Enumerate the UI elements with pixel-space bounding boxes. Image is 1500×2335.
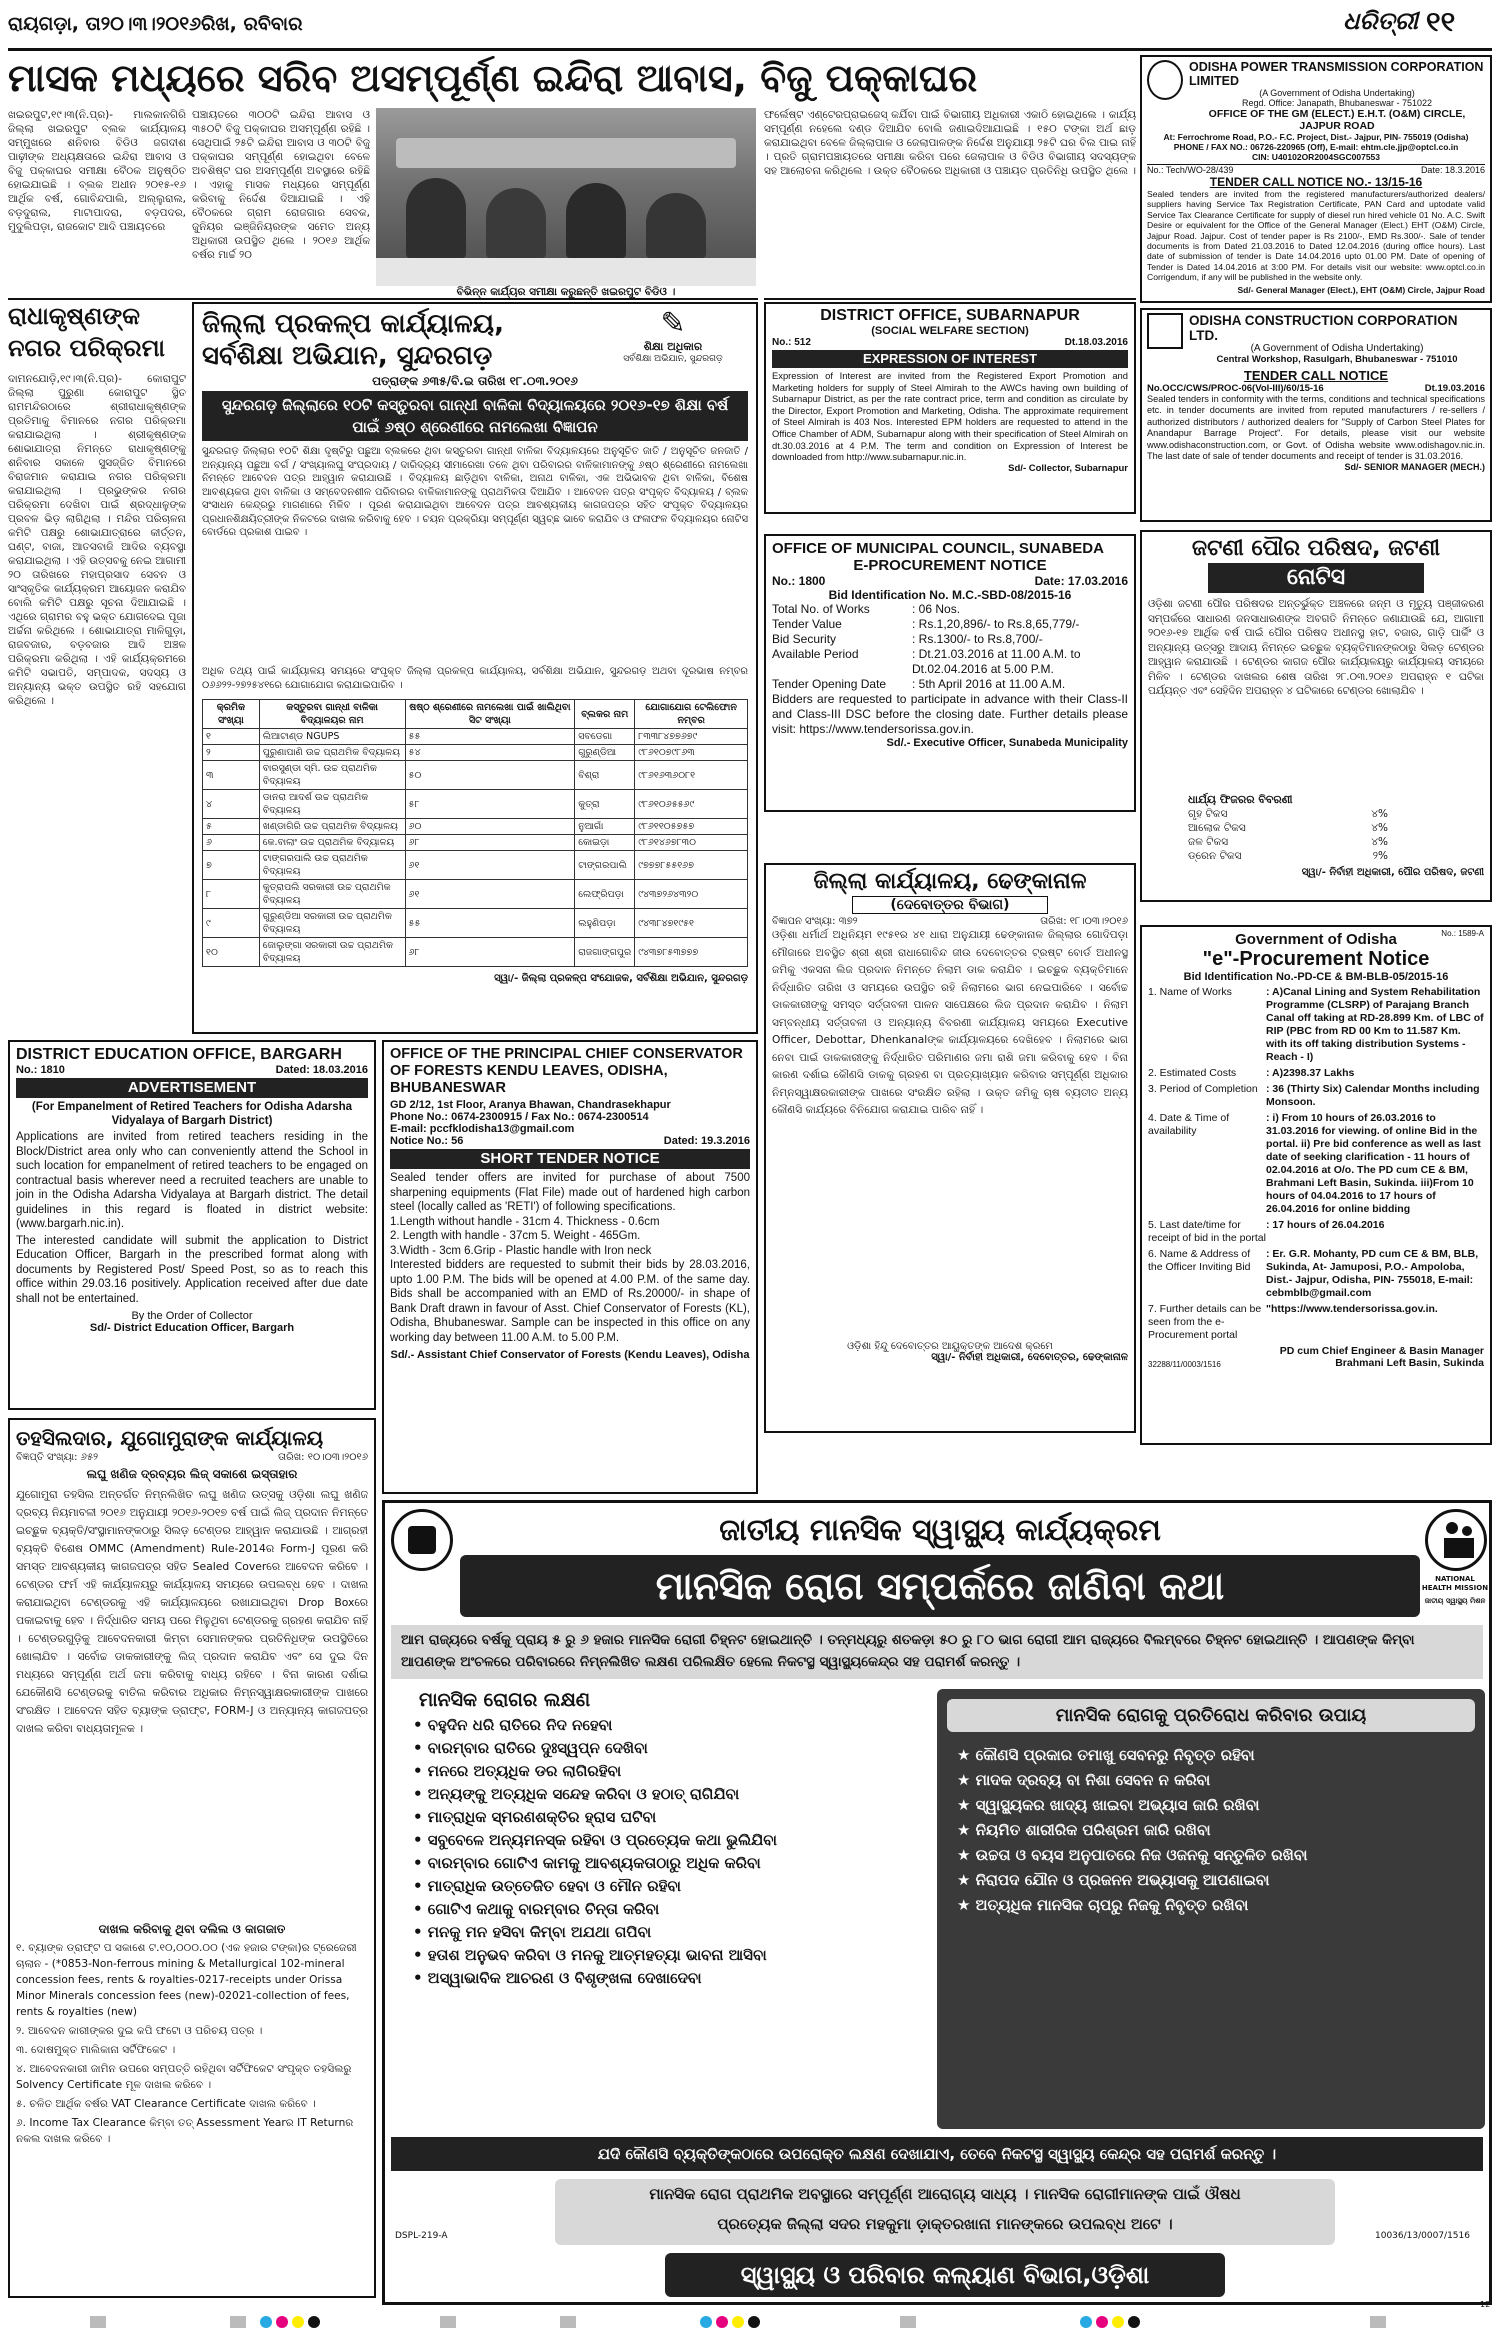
symptom-item: • ଅନ୍ୟଙ୍କୁ ଅତ୍ୟଧିକ ସନ୍ଦେହ କରିବା ଓ ହଠାତ୍ ରାଗିଯିବା: [413, 1785, 740, 1803]
prevention-item: ★ ନିରାପଦ ଯୌନ ଓ ପ୍ରଜନନ ଅଭ୍ୟାସକୁ ଆପଣାଇବା: [957, 1871, 1270, 1889]
table-cell: ୬୧: [405, 880, 575, 909]
eproc-title: "e"-Procurement Notice: [1202, 948, 1430, 970]
footer-page-number: 12: [1480, 2300, 1491, 2309]
sunabeda-field-row: [772, 617, 1128, 632]
ssa-logo-text: ଶିକ୍ଷା ଅଧିକାର: [643, 340, 703, 353]
nhm-logo-icon: [1425, 1509, 1487, 1571]
radhakrishna-headline: ରାଧାକୃଷ୍ଣଙ୍କ ନଗର ପରିକ୍ରମା: [8, 302, 166, 362]
bargarh-body: Applications are invited from retired teachers residing in the Block/District area only who can conveniently attend the School in such location for empanelment of retired teachers to be engaged on contractual basis wherever need a recruited teachers are unable to join in the Odisha Adarsha Vidyalaya at Bargarh district. The detail guidelines in this regard is floated in district website: (www.bargarh.nic.in).: [16, 1131, 368, 1230]
symptom-item: • ବାରମ୍ବାର ଗୋଟିଏ କାମକୁ ଆବଶ୍ୟକତାଠାରୁ ଅଧିକ କରିବା: [413, 1854, 761, 1872]
table-cell: ୯: [203, 909, 260, 938]
print-marks: [0, 2312, 1500, 2332]
table-row: [203, 909, 748, 938]
table-cell: ଡାନରା ଆଦର୍ଶ ଉଚ୍ଚ ପ୍ରାଥମିକ ବିଦ୍ୟାଳୟ: [259, 790, 405, 819]
eproc-item: [1148, 1067, 1484, 1080]
ssa-table-header: ଯୋଗାଯୋଗ ଟେଲିଫୋନ ନମ୍ବର: [635, 700, 748, 729]
rate-row: [1188, 849, 1388, 863]
rate-label: ଆଲୋକ ଟିକସ: [1188, 822, 1246, 834]
table-cell: ୬୦: [405, 819, 575, 835]
meeting-photo: [376, 108, 756, 286]
eproc-item-label: 5. Last date/time for receipt of bid in the portal: [1148, 1219, 1266, 1244]
optcl-regd: Regd. Office: Janapath, Bhubaneswar - 751022: [1242, 98, 1432, 108]
rate-value: ୪%: [1371, 808, 1388, 820]
table-row: [203, 790, 748, 819]
ssa-school-table: [202, 699, 748, 967]
symptoms-panel: [399, 1689, 919, 2129]
field-value: : Rs.1300/- to Rs.8,700/-: [912, 632, 1043, 646]
table-cell: ୯୮୬୧୧୦୫୭୫୭: [635, 819, 748, 835]
symptom-item: • ମନରେ ଅତ୍ୟଧିକ ଡର ଲାଗିରହିବା: [413, 1762, 622, 1780]
optcl-notice-no: No.: Tech/WO-28/439: [1147, 165, 1234, 175]
sunabeda-sub: E-PROCUREMENT NOTICE: [853, 557, 1047, 574]
bargarh-body2: The interested candidate will submit the application to District Education Officer, Bargarh in the prescribed format along with documents by Registered Post/ Speed Post, so as to reach this office within 29.03.16 positively. Application received after due date shall not be entertained.: [16, 1234, 368, 1305]
prevention-item: ★ ଅତ୍ୟଧିକ ମାନସିକ ଚାପରୁ ନିଜକୁ ନିବୃତ୍ତ ରଖିବା: [957, 1896, 1249, 1914]
table-row: [203, 835, 748, 851]
tahasildar-ad: [8, 1418, 376, 2298]
eproc-item-label: 2. Estimated Costs: [1148, 1067, 1237, 1079]
sunabeda-field-row: [772, 677, 1128, 692]
ssa-body: ସୁନ୍ଦରଗଡ଼ ଜିଲ୍ଲାର ୧୦ଟି ଶିକ୍ଷା ଦୃଷ୍ଟିରୁ ପଛୁଆ ବ୍ଲକରେ ଥିବା କସ୍ତୁରବା ଗାନ୍ଧୀ ବାଳିକା ବିଦ୍ୟାଳୟରେ ଅନୁସୂଚିତ ଜାତି / ଅନୁସୂଚିତ ଜନଜାତି / ଅନ୍ୟାନ୍ୟ ପଛୁଆ ବର୍ଗ / ସଂଖ୍ୟାଲଘୁ ସଂପ୍ରଦାୟ / ଦାରିଦ୍ର୍ୟ ସୀମାରେଖା ତଳେ ଥିବା ପରିବାରର ବାଳିକାମାନଙ୍କୁ ୬ଷ୍ଠ ଶ୍ରେଣୀରେ ନାମଲେଖା ନିମନ୍ତେ ଆବେଦନ ପତ୍ର ଆହ୍ୱାନ କରାଯାଉଛି । ବିଦ୍ୟାଳୟ ଛାଡ଼ିଥିବା ବାଳିକା, ଅନାଥ ବାଳିକା, ଏକ ଅଭିଭାବକ ଥିବା ବାଳିକା, ବିଶେଷ ଆବଶ୍ୟକତା ଥିବା ବାଳିକା ଓ ସମ୍ବେଦନଶୀଳ ପରିବାରର ବାଳିକାମାନଙ୍କୁ ପ୍ରାଥମିକତା ଦିଆଯିବ । ଆବେଦନ ପତ୍ର ସଂପୃକ୍ତ ବିଦ୍ୟାଳୟ / ବ୍ଲକ ସଂସାଧନ କେନ୍ଦ୍ରରୁ ମାଗଣାରେ ମିଳିବ । ପୂରଣ କରାଯାଇଥିବା ଆବେଦନ ପତ୍ର ଆବଶ୍ୟକୀୟ କାଗଜପତ୍ର ସହିତ ସଂପୃକ୍ତ ବିଦ୍ୟାଳୟର ପ୍ରଧାନଶିକ୍ଷୟିତ୍ରୀଙ୍କ ନିକଟରେ ଦାଖଲ କରିବାକୁ ହେବ । ଚୟନ ପ୍ରକ୍ରିୟା ସମ୍ପୂର୍ଣ୍ଣ ସ୍ୱଚ୍ଛ ଭାବେ କରାଯିବ ଓ ଫଳାଫଳ ବିଦ୍ୟାଳୟର ନୋଟିସ ବୋର୍ଡରେ ପ୍ରକାଶ ପାଇବ ।: [202, 446, 748, 538]
mental-note-box: [555, 2179, 1335, 2245]
table-cell: ବାରସୁଣ୍ଡା ସ୍ମି. ଉଚ୍ଚ ପ୍ରାଥମିକ ବିଦ୍ୟାଳୟ: [259, 761, 405, 790]
date-line: ରାୟଗଡ଼ା, ତା୨୦।୩।୨୦୧୬ରିଖ, ରବିବାର: [8, 13, 303, 35]
subarnapur-no: No.: 512: [772, 337, 811, 348]
prevention-item: ★ ନିୟମିତ ଶାରୀରିକ ପରିଶ୍ରମ ଜାରି ରଖିବା: [957, 1821, 1211, 1839]
kendu-spec: 1.Length without handle - 31cm 4. Thickness - 0.6cm 2. Length with handle - 37cm 5. Weight - 465Gm. 3.Width - 3cm 6.Grip - Plastic handle with Iron neck: [390, 1215, 660, 1257]
eproc-item-value: : 36 (Thirty Six) Calendar Months including Monsoon.: [1266, 1083, 1480, 1108]
story-rule-right: [764, 298, 1136, 300]
table-cell: ୫୫: [405, 729, 575, 745]
mental-health-ad: [382, 1500, 1492, 2305]
document-item: ୩. ଦୋଷମୁକ୍ତ ମାଲିକାନା ସର୍ଟିଫିକେଟ ।: [16, 2044, 176, 2056]
subarnapur-date: Dt.18.03.2016: [1064, 337, 1128, 348]
subarnapur-body: Expression of Interest are invited from the Registered Export Promotion and Marketing holders for supply of Steel Almirah to the AWCs having own building of Subarnapur District, as per the rate contract price, term and condition as circulate by the Director, Export Promotion and Marketing, Odisha. The approximate requirement of Steel Almirah is 403 Nos. Interested EPM holders are requested to attend in the Office Chamber of ADM, Subarnapur along with their specification of Steel Almirah on dt.30.03.2016 at 4 P.M. The term and condition on Expression of Interest be downloaded from http://www.subarnapur.nic.in.: [772, 370, 1128, 463]
ssa-letter-no: ପତ୍ରାଙ୍କ ୬୩୫/ବି.ଇ ତାରିଖ ୧୮.୦୩.୨୦୧୬: [372, 374, 578, 388]
symptom-item: • ମନକୁ ମନ ହସିବା କିମ୍ବା ଅଯଥା ଗପିବା: [413, 1923, 652, 1941]
eproc-item-value: : i) From 10 hours of 26.03.2016 to 31.03.2016 for viewing. of online Bid in the portal. ii) Pre bid conference as well as last date of seeking clarification - 11 hours of 02.04.2016 at O/o. The PD cum CE & BM, Brahmani Left Basin, Sukinda. iii)From 10 hours of 04.04.2016 to 17 hours of 26.04.2016 for online bidding: [1266, 1112, 1481, 1215]
bargarh-title: DISTRICT EDUCATION OFFICE, BARGARH: [16, 1046, 342, 1063]
sunabeda-field-row: [772, 602, 1128, 617]
table-cell: ୫୫: [405, 909, 575, 938]
table-cell: ବିଶ୍ରା: [575, 761, 635, 790]
table-cell: ଗୁରୁଣ୍ଡିଆ ସରକାରୀ ଉଚ୍ଚ ପ୍ରାଥମିକ ବିଦ୍ୟାଳୟ: [259, 909, 405, 938]
mental-note1: ମାନସିକ ରୋଗ ପ୍ରାଥମିକ ଅବସ୍ଥାରେ ସମ୍ପୂର୍ଣ୍ଣ ଆରୋଗ୍ୟ ସାଧ୍ୟ । ମାନସିକ ରୋଗୀମାନଙ୍କ ପାଇଁ ଔଷଧ: [649, 2185, 1241, 2203]
table-cell: ୯୮୬୧୪୬୭୮୩୦: [635, 835, 748, 851]
ssa-banner: ସୁନ୍ଦରଗଡ଼ ଜିଲ୍ଲାରେ ୧୦ଟି କସ୍ତୁରବା ଗାନ୍ଧୀ ବାଳିକା ବିଦ୍ୟାଳୟରେ ୨୦୧୬-୧୭ ଶିକ୍ଷା ବର୍ଷ ପାଇଁ ୬ଷ୍ଠ ଶ୍ରେଣୀରେ ନାମଲେଖା ବିଜ୍ଞାପନ: [202, 391, 748, 441]
table-cell: ୯୭୭୭୮୫୫୧୬୭: [635, 851, 748, 880]
kendu-strip: SHORT TENDER NOTICE: [390, 1149, 750, 1169]
eproc-item-value: : A)2398.37 Lakhs: [1266, 1067, 1355, 1079]
prevention-item: ★ ମାଦକ ଦ୍ରବ୍ୟ ବା ନିଶା ସେବନ ନ କରିବା: [957, 1771, 1211, 1789]
header-rule: [8, 48, 1492, 51]
symptom-item: • ଅସ୍ୱାଭାବିକ ଆଚରଣ ଓ ବିଶୃଙ୍ଖଳା ଦେଖାଦେବା: [413, 1969, 702, 1987]
symptom-item: • ବାରମ୍ବାର ରାତିରେ ଦୁଃସ୍ୱପ୍ନ ଦେଖିବା: [413, 1739, 648, 1757]
optcl-body: Sealed tenders are invited from the registered manufacturers/authorized dealers/ suppliers having Service Tax Registration Certificate, PAN Card and uptodate valid Service Tax Clearance Certificate for supply of diesel run hired vehicle 01 No. A.C. Swift Desire or equivalent for the Office of the General Manager (Elect.) EHT (O&M) Circle, Jajpur Road. Jajpur. Cost of tender paper is Rs 2100/-, EMD Rs.300/-. Sale of tender documents is from Dated 21.03.2016 to Dated 12.04.2016 (during office hours). Last date of submission of tender is Date 14.04.2016 upto 01.00 PM. Date of opening of Tender is Dated 14.04.2016 at 3:00 PM. For details visit our website: www.optcl.co.in Corrigendum, if any will be published in the website only.: [1147, 189, 1485, 283]
eproc-item-label: 7. Further details can be seen from the e-Procurement portal: [1148, 1303, 1262, 1341]
kendu-date: Dated: 19.3.2016: [663, 1135, 750, 1147]
table-row: [203, 880, 748, 909]
dhenkanal-footer: ଓଡ଼ିଶା ହିନ୍ଦୁ ଦେବୋତ୍ତର ଆୟୁକ୍ତଙ୍କ ଆଦେଶ କ୍ରମେ: [847, 1341, 1053, 1352]
kendu-email: E-mail: pccfklodisha13@gmail.com: [390, 1123, 575, 1135]
table-cell: ୬୮: [405, 938, 575, 967]
table-cell: ୬୮: [405, 835, 575, 851]
field-label: Total No. of Works: [772, 602, 870, 616]
table-cell: ୯୮୬୧୬୩୬୦୮୧: [635, 761, 748, 790]
bargarh-sign1: By the Order of Collector: [131, 1310, 253, 1322]
table-cell: ୫୦: [405, 761, 575, 790]
table-cell: ୯୮୬୧୦୬୫୫୬୯: [635, 790, 748, 819]
occ-sign: Sd/- SENIOR MANAGER (MECH.): [1344, 462, 1485, 473]
table-cell: ଟାଙ୍ଗରପାଲି: [575, 851, 635, 880]
symptom-item: • ହତାଶ ଅନୁଭବ କରିବା ଓ ମନକୁ ଆତ୍ମହତ୍ୟା ଭାବନା ଆସିବା: [413, 1946, 767, 1964]
main-headline: ମାସକ ମଧ୍ୟରେ ସରିବ ଅସମ୍ପୂର୍ଣ୍ଣ ଇନ୍ଦିରା ଆବାସ, ବିଜୁ ପକ୍କାଘର: [8, 56, 978, 100]
table-row: [203, 761, 748, 790]
prevent-panel: [937, 1689, 1485, 2129]
field-value: Dt.02.04.2016 at 5.00 P.M.: [912, 662, 1054, 676]
jatani-strip: ନୋଟିସ: [1208, 563, 1424, 593]
kendu-no: Notice No.: 56: [390, 1135, 464, 1147]
eproc-ad: [1140, 925, 1492, 1445]
subarnapur-strip: EXPRESSION OF INTEREST: [772, 350, 1128, 368]
table-cell: ୭: [203, 851, 260, 880]
bargarh-date: Dated: 18.03.2016: [275, 1064, 368, 1076]
table-row: [203, 819, 748, 835]
occ-no: No.OCC/CWS/PROC-06(Vol-III)/60/15-16: [1147, 383, 1324, 394]
dhenkanal-body: ଓଡ଼ିଶା ଧର୍ମାର୍ଥ ଅଧିନିୟମ ୧୯୫୧ର ୪୧ ଧାରା ଅନୁଯାୟୀ ଢେଙ୍କାନାଳ ଜିଲ୍ଲାର ଗୋଦିପଡ଼ା ମୌଜାରେ ଅବସ୍ଥିତ ଶ୍ରୀ ଶ୍ରୀ ରାଧାଗୋବିନ୍ଦ ଜୀଉ ଦେବୋତ୍ତର ଟ୍ରଷ୍ଟ ବୋର୍ଡ ଅଧୀନସ୍ଥ ଜମିକୁ ଏକସନା ଲିଜ ପ୍ରଦାନ ନିମନ୍ତେ ନିଲାମ ଡାକ କରାଯିବ । ଇଚ୍ଛୁକ ବ୍ୟକ୍ତିମାନେ ନିର୍ଦ୍ଧାରିତ ତାରିଖ ଓ ସମୟରେ ଉପସ୍ଥିତ ରହି ନିଲାମରେ ଭାଗ ନେଇପାରିବେ । ସର୍ବୋଚ୍ଚ ଡାକକାରୀଙ୍କୁ ସମସ୍ତ ସର୍ତ୍ତାବଳୀ ପାଳନ ସାପେକ୍ଷରେ ଲିଜ ପ୍ରଦାନ କରାଯିବ । ନିଲାମ ସମ୍ବନ୍ଧୀୟ ସର୍ତ୍ତାବଳୀ ଓ ଅନ୍ୟାନ୍ୟ ବିବରଣୀ କାର୍ଯ୍ୟାଳୟ ସମୟରେ Executive Officer, Debottar, Dhenkanalଙ୍କ କାର୍ଯ୍ୟାଳୟରେ ଦେଖିହେବ । ନିଲାମରେ ଭାଗ ନେବା ପାଇଁ ଡାକକାରୀଙ୍କୁ ନିର୍ଦ୍ଧାରିତ ପରିମାଣର ଜମା ରାଶି ଜମା କରିବାକୁ ହେବ । ବିନା କାରଣ ଦର୍ଶାଇ କୌଣସି ଡାକକୁ ଗ୍ରହଣ ବା ପ୍ରତ୍ୟାଖ୍ୟାନ କରିବାର ସମ୍ପୂର୍ଣ୍ଣ ଅଧିକାର ନିମ୍ନସ୍ୱାକ୍ଷରକାରୀଙ୍କ ପାଖରେ ସଂରକ୍ଷିତ ରହିଲା । ଉକ୍ତ ଜମିକୁ ଚାଷ ବ୍ୟତୀତ ଅନ୍ୟ କୌଣସି କାର୍ଯ୍ୟରେ ବିନିଯୋଗ କରାଯାଇ ପାରିବ ନାହିଁ ।: [772, 929, 1128, 1116]
rate-row: [1188, 835, 1388, 849]
mental-code-left: DSPL-219-A: [395, 2231, 448, 2241]
eproc-bid: Bid Identification No.-PD-CE & BM-BLB-05/2015-16: [1183, 971, 1449, 983]
field-value: : Dt.21.03.2016 at 11.00 A.M. to: [912, 647, 1081, 661]
kendu-addr: GD 2/12, 1st Floor, Aranya Bhawan, Chandrasekhapur: [390, 1099, 671, 1111]
prevent-title: ମାନସିକ ରୋଗକୁ ପ୍ରତିରୋଧ କରିବାର ଉପାୟ: [1055, 1705, 1367, 1726]
subarnapur-sub: (SOCIAL WELFARE SECTION): [871, 325, 1029, 337]
eproc-item-value: "https://www.tendersorissa.gov.in.: [1266, 1303, 1438, 1315]
table-cell: ୨: [203, 745, 260, 761]
table-cell: ନୁଆଗାଁ: [575, 819, 635, 835]
optcl-logo-icon: [1147, 60, 1183, 100]
document-item: ୨. ଆବେଦନ କାରୀଙ୍କର ଦୁଇ କପି ଫଟୋ ଓ ପରିଚୟ ପତ୍ର ।: [16, 2025, 263, 2037]
table-cell: କୁତ୍ରା: [575, 790, 635, 819]
dhenkanal-sign: ସ୍ୱା/- ନିର୍ବାହୀ ଅଧିକାରୀ, ଦେବୋତ୍ତର, ଢେଙ୍କାନାଳ: [931, 1352, 1128, 1363]
table-cell: ସବଡେଗା: [575, 729, 635, 745]
tahasildar-no: ବିଜ୍ଞପ୍ତି ସଂଖ୍ୟା: ୬୫୨: [16, 1452, 99, 1463]
tahasildar-body: ଯୁଗୋମୁରା ତହସିଲ ଅନ୍ତର୍ଗତ ନିମ୍ନଲିଖିତ ଲଘୁ ଖଣିଜ ଉତ୍ସକୁ ଓଡ଼ିଶା ଲଘୁ ଖଣିଜ ଦ୍ରବ୍ୟ ନିୟମାବଳୀ ୨୦୧୬ ଅନୁଯାୟୀ ୨୦୧୬-୨୦୧୭ ବର୍ଷ ପାଇଁ ଲିଜ୍ ପ୍ରଦାନ ନିମନ୍ତେ ଇଚ୍ଛୁକ ବ୍ୟକ୍ତି/ସଂସ୍ଥାମାନଙ୍କଠାରୁ ସିଲଡ଼ ଟେଣ୍ଡର ଆହ୍ୱାନ କରାଯାଉଛି । ଆଗ୍ରହୀ ବ୍ୟକ୍ତି ବିଶେଷ OMMC (Amendment) Rule-2014ର Form-J ପୂରଣ କରି ସମସ୍ତ ଆବଶ୍ୟକୀୟ କାଗଜପତ୍ର ସହିତ Sealed Coverରେ ଆବେଦନ କରିବେ । ଟେଣ୍ଡର ଫର୍ମ ଏହି କାର୍ଯ୍ୟାଳୟରୁ କାର୍ଯ୍ୟାଳୟ ସମୟରେ ଉପଲବ୍ଧ ହେବ । ଦାଖଲ କରାଯାଇଥିବା ଟେଣ୍ଡରକୁ ଏହି କାର୍ଯ୍ୟାଳୟରେ ରଖାଯାଇଥିବା Drop Boxରେ ପକାଇବାକୁ ହେବ । ନିର୍ଦ୍ଧାରିତ ସମୟ ପରେ ମିଳୁଥିବା ଟେଣ୍ଡରକୁ ଗ୍ରହଣ କରାଯିବ ନାହିଁ । ଟେଣ୍ଡରଗୁଡ଼ିକୁ ଆବେଦନକାରୀ କିମ୍ବା ସେମାନଙ୍କର ପ୍ରତିନିଧିଙ୍କ ଉପସ୍ଥିତିରେ ଖୋଲାଯିବ । ସର୍ବୋଚ୍ଚ ଡାକକାରୀଙ୍କୁ ଲିଜ୍ ପ୍ରଦାନ କରାଯିବ ଏବଂ ସେ ଦୁଇ ଦିନ ମଧ୍ୟରେ ସମ୍ପୂର୍ଣ୍ଣ ଅର୍ଥ ଜମା କରିବାକୁ ବାଧ୍ୟ ରହିବେ । ବିନା କାରଣ ଦର୍ଶାଇ ଯେକୌଣସି ଟେଣ୍ଡରକୁ ବାତିଲ କରିବାର ଅଧିକାର ନିମ୍ନସ୍ୱାକ୍ଷରକାରୀଙ୍କ ପାଖରେ ସଂରକ୍ଷିତ । ଆବେଦନ ସହିତ ବ୍ୟାଙ୍କ ଡ୍ରାଫ୍ଟ, FORM-J ଓ ଅନ୍ୟାନ୍ୟ କାଗଜପତ୍ର ଦାଖଲ କରିବା ବାଧ୍ୟତାମୂଳକ ।: [16, 1488, 368, 1735]
main-story-col2: ପଞ୍ଚାୟତରେ ୩୦୦ଟି ଇନ୍ଦିରା ଆବାସ ଓ ୩୫୦ଟି ବିଜୁ ପକ୍କାଘର ଅସମ୍ପୂର୍ଣ୍ଣ ରହିଛି । ସେଥିପାଇଁ ୨୫ଟି ଇନ୍ଦିରା ଆବାସ ଓ ୩୦ଟି ବିଜୁ ପକ୍କାଘର ସମ୍ପୂର୍ଣ୍ଣ ହୋଇଥିବା ବେଳେ ଅବଶିଷ୍ଟ ଘର ଅସମ୍ପୂର୍ଣ୍ଣ ଅବସ୍ଥାରେ ରହିଛି । ଏହାକୁ ମାସକ ମଧ୍ୟରେ ସମ୍ପୂର୍ଣ୍ଣ କରିବାକୁ ନିର୍ଦ୍ଦେଶ ଦିଆଯାଇଛି । ଏହି ବୈଠକରେ ଗ୍ରାମ ରୋଜଗାର ସେବକ, ଜୁନିୟର ଇଞ୍ଜିନିୟରଙ୍କ ସମେତ ଅନ୍ୟ ଅଧିକାରୀ ଉପସ୍ଥିତ ଥିଲେ । ୨୦୧୬ ଆର୍ଥିକ ବର୍ଷର ମାର୍ଚ୍ଚ ୨୦: [192, 109, 370, 261]
sunabeda-date: Date: 17.03.2016: [1034, 574, 1128, 588]
bargarh-strip: ADVERTISEMENT: [16, 1078, 368, 1098]
sunabeda-title: OFFICE OF MUNICIPAL COUNCIL, SUNABEDA: [772, 540, 1104, 557]
dhenkanal-title: ଜିଲ୍ଲା କାର୍ଯ୍ୟାଳୟ, ଢେଙ୍କାନାଳ: [813, 869, 1087, 894]
mental-dept-band: [665, 2253, 1225, 2297]
jatani-ad: [1140, 530, 1492, 902]
odisha-emblem-icon: [391, 1509, 453, 1571]
subarnapur-ad: [764, 302, 1136, 514]
newspaper-name: ଧରିତ୍ରୀ: [1343, 7, 1418, 35]
eproc-sign2: Brahmani Left Basin, Sukinda: [1335, 1357, 1484, 1369]
mental-cta: ଯଦି କୌଣସି ବ୍ୟକ୍ତିଙ୍କଠାରେ ଉପରୋକ୍ତ ଲକ୍ଷଣ ଦେଖାଯାଏ, ତେବେ ନିକଟସ୍ଥ ସ୍ୱାସ୍ଥ୍ୟ କେନ୍ଦ୍ର ସହ ପରାମର୍ଶ କରନ୍ତୁ ।: [597, 2145, 1277, 2163]
eproc-items: [1148, 986, 1484, 1342]
table-cell: ଟାଙ୍ଗରପାଲି ଉଚ୍ଚ ପ୍ରାଥମିକ ବିଦ୍ୟାଳୟ: [259, 851, 405, 880]
ssa-table-header: କସ୍ତୁରବା ଗାନ୍ଧୀ ବାଳିକା ବିଦ୍ୟାଳୟର ନାମ: [259, 700, 405, 729]
rate-value: ୪%: [1371, 822, 1388, 834]
symptom-item: • ମାତ୍ରାଧିକ ସ୍ମରଣଶକ୍ତିର ହ୍ରାସ ଘଟିବା: [413, 1808, 657, 1826]
prevention-item: ★ ସ୍ୱାସ୍ଥ୍ୟକର ଖାଦ୍ୟ ଖାଇବା ଅଭ୍ୟାସ ଜାରି ରଖିବା: [957, 1796, 1260, 1814]
ssa-body2: ଅଧିକ ତଥ୍ୟ ପାଇଁ କାର୍ଯ୍ୟାଳୟ ସମୟରେ ସଂପୃକ୍ତ ଜିଲ୍ଲା ପ୍ରକଳ୍ପ କାର୍ଯ୍ୟାଳୟ, ସର୍ବଶିକ୍ଷା ଅଭିଯାନ, ସୁନ୍ଦରଗଡ଼ ଅଥବା ଦୂରଭାଷ ନମ୍ବର ୦୬୬୨୨-୨୭୨୫୪୧ରେ ଯୋଗାଯୋଗ କରାଯାଇପାରିବ ।: [202, 666, 748, 691]
occ-title: TENDER CALL NOTICE: [1243, 368, 1389, 383]
document-item: ୪. ଆବେଦନକାରୀ ଜାମିନ ଉପରେ ସମ୍ପତ୍ତି ରହିଥିବା ସର୍ଟିଫିକେଟ ସଂପୃକ୍ତ ତହସିଲରୁ Solvency Certificate ମୂଳ ଦାଖଲ କରିବେ ।: [16, 2063, 352, 2091]
mental-headline-band: [460, 1555, 1420, 1617]
symptom-item: • ସବୁବେଳେ ଅନ୍ୟମନସ୍କ ରହିବା ଓ ପ୍ରତ୍ୟେକ କଥା ଭୁଲିଯିବା: [413, 1831, 777, 1849]
bargarh-sub: (For Empanelment of Retired Teachers for Odisha Adarsha Vidyalaya of Bargarh District): [31, 1101, 353, 1127]
jatani-sign: ସ୍ୱା/- ନିର୍ବାହୀ ଅଧିକାରୀ, ପୌର ପରିଷଦ, ଜଟଣୀ: [1301, 867, 1484, 878]
eproc-item-value: : 17 hours of 26.04.2016: [1266, 1219, 1385, 1231]
rate-label: ଗୃହ ଟିକସ: [1188, 808, 1228, 820]
table-cell: ଖଣ୍ଡାଗିରି ଉଚ୍ଚ ପ୍ରାଥମିକ ବିଦ୍ୟାଳୟ: [259, 819, 405, 835]
eproc-item-label: 3. Period of Completion: [1148, 1083, 1258, 1095]
occ-org: ODISHA CONSTRUCTION CORPORATION LTD.: [1189, 313, 1458, 343]
mental-cta-band: [391, 2137, 1483, 2171]
table-cell: ୬: [203, 835, 260, 851]
eproc-item: [1148, 1112, 1484, 1216]
table-cell: ୬୧: [405, 851, 575, 880]
table-cell: ୪: [203, 790, 260, 819]
rate-row: [1188, 807, 1388, 821]
field-label: Tender Value: [772, 617, 842, 631]
mental-dept: ସ୍ୱାସ୍ଥ୍ୟ ଓ ପରିବାର କଲ୍ୟାଣ ବିଭାଗ,ଓଡ଼ିଶା: [740, 2261, 1150, 2289]
table-row: [203, 938, 748, 967]
jatani-body: ଓଡ଼ିଶା ଜଟଣୀ ପୌର ପରିଷଦର ଅନ୍ତର୍ଭୁକ୍ତ ଅଞ୍ଚଳରେ ଜନ୍ମ ଓ ମୃତ୍ୟୁ ପଞ୍ଜୀକରଣ ସମ୍ପର୍କରେ ସାଧାରଣ ଜନସାଧାରଣଙ୍କ ଅବଗତି ନିମନ୍ତେ ଜଣାଯାଉଛି ଯେ, ଆଗାମୀ ୨୦୧୬-୧୭ ଆର୍ଥିକ ବର୍ଷ ପାଇଁ ପୌର ପରିଷଦ ଅଧୀନସ୍ଥ ହାଟ, ବଜାର, ଗାଡ଼ି ପାର୍କିଂ ଓ ଅନ୍ୟାନ୍ୟ ଉତ୍ସରୁ ଆଦାୟ ନିମନ୍ତେ ଇଚ୍ଛୁକ ବ୍ୟକ୍ତିମାନଙ୍କଠାରୁ ସିଲଡ଼ ଟେଣ୍ଡର ଆହ୍ୱାନ କରାଯାଉଛି । ଟେଣ୍ଡର କାଗଜ ପୌର କାର୍ଯ୍ୟାଳୟରୁ କାର୍ଯ୍ୟାଳୟ ସମୟରେ ମିଳିବ । ଟେଣ୍ଡର ଦାଖଲର ଶେଷ ତାରିଖ ୨୮.୦୩.୨୦୧୬ ଅପରାହ୍ନ ୧ ଘଟିକା ପର୍ଯ୍ୟନ୍ତ ଏବଂ ସେହିଦିନ ଅପରାହ୍ନ ୪ ଘଟିକାରେ ଟେଣ୍ଡର ଖୋଲାଯିବ ।: [1148, 598, 1484, 697]
prevention-item: ★ ଉଚ୍ଚତା ଓ ବୟସ ଅନୁପାତରେ ନିଜ ଓଜନକୁ ସନ୍ତୁଳିତ ରଖିବା: [957, 1846, 1308, 1864]
document-item: ୧. ବ୍ୟାଙ୍କ ଡ୍ରାଫ୍ଟ ପ ସକାଶେ ଟ.୧୦,୦୦୦.୦୦ (ଏକ ହଜାର ଟଙ୍କା)ର ଟ୍ରେଜେରୀ ଚାଲାନ - (*0853-Non-ferrous mining & Metallurgical 102-mineral concession fees, rents & royalties-0217-receipts under Orissa Minor Minerals concession fees (new)-02021-collection of fees, rents & royalties (new): [16, 1942, 357, 2018]
eproc-item: [1148, 1083, 1484, 1109]
occ-body: Sealed tenders in conformity with the terms, conditions and technical specifications etc. in tender documents are invited from reputed manufacturers / re-sellers / authorized distributors / authorized dealers for "Supply of Carbon Steel Plates for Anandapur Barrage Project". For details, please visit our website www.odishaconstruction.com, or Govt. of Odisha website www.odishagov.nic.in. The last date of sale of tender documents and receipt of tender is 31.03.2016.: [1147, 394, 1485, 462]
optcl-sub: (A Government of Odisha Undertaking): [1259, 88, 1415, 98]
bargarh-sign2: Sd/- District Education Officer, Bargarh: [89, 1322, 295, 1334]
table-cell: ଲହୁଣିପଡ଼ା: [575, 909, 635, 938]
rate-label: ଜଳ ଟିକସ: [1188, 836, 1229, 848]
kendu-ad: [382, 1040, 758, 1494]
occ-sub: (A Government of Odisha Undertaking): [1250, 343, 1424, 354]
eproc-item-value: : A)Canal Lining and System Rehabilitation Programme (CLSRP) of Parajang Branch Canal off taking at RD-28.899 Km. of LBC of RIP (PBC from RD 00 Km to 11.587 Km. with its off taking distribution Systems - Reach - I): [1266, 986, 1484, 1063]
table-cell: ୯୮୬୧୦୭୯୮୬୩: [635, 745, 748, 761]
symptom-item: • ବହୁଦିନ ଧରି ରାତିରେ ନିଦ ନହେବା: [413, 1716, 613, 1734]
mental-program: ଜାତୀୟ ମାନସିକ ସ୍ୱାସ୍ଥ୍ୟ କାର୍ଯ୍ୟକ୍ରମ: [719, 1513, 1161, 1548]
nhm-sub: ଜାତୀୟ ସ୍ୱାସ୍ଥ୍ୟ ମିଶନ: [1424, 1597, 1486, 1605]
optcl-cin: CIN: U40102OR2004SGC007553: [1251, 152, 1381, 162]
bargarh-no: No.: 1810: [16, 1064, 65, 1076]
document-item: ୫. ଚଳିତ ଆର୍ଥିକ ବର୍ଷର VAT Clearance Certificate ଦାଖଲ କରିବେ ।: [16, 2098, 316, 2110]
tahasildar-docs: [16, 1940, 368, 2147]
field-label: [772, 662, 912, 677]
ssa-logo-sub: ସର୍ବଶିକ୍ଷା ଅଭିଯାନ, ସୁନ୍ଦରଗଡ଼: [623, 354, 723, 364]
eproc-item-label: 6. Name & Address of the Officer Inviting Bid: [1148, 1248, 1251, 1273]
mental-code-right: 10036/13/0007/1516: [1375, 2231, 1470, 2241]
table-cell: ୫୪: [405, 745, 575, 761]
ssa-table-header: ବ୍ଲକର ନାମ: [575, 700, 635, 729]
photo-caption: ବିଭିନ୍ନ କାର୍ଯ୍ୟର ସମୀକ୍ଷା କରୁଛନ୍ତି ଖଇରପୁଟ ବିଡିଓ ।: [456, 286, 676, 298]
table-cell: ୫୮: [405, 790, 575, 819]
dhenkanal-sub: (ଦେବୋତ୍ତର ବିଭାଗ): [852, 896, 1048, 914]
table-cell: ୫: [203, 819, 260, 835]
kendu-phone: Phone No.: 0674-2300915 / Fax No.: 0674-2300514: [390, 1111, 649, 1123]
eproc-code: 32288/11/0003/1516: [1148, 1360, 1221, 1369]
jatani-rates: [1188, 807, 1388, 863]
rate-label: ଡ୍ରେନ ଟିକସ: [1188, 850, 1242, 862]
sunabeda-body: Bidders are requested to participate in advance with their Class-II and Class-III DSC before the closing date. Further details please visit: https://www.tendersorissa.gov.in.: [772, 692, 1128, 736]
sunabeda-ad: [764, 534, 1136, 812]
optcl-sign: Sd/- General Manager (Elect.), EHT (O&M) Circle, Jajpur Road: [1237, 284, 1485, 295]
tahasildar-title: ତହସିଲଦାର, ଯୁଗୋମୁରାଙ୍କ କାର୍ଯ୍ୟାଳୟ: [16, 1426, 324, 1450]
sunabeda-no: No.: 1800: [772, 574, 826, 588]
table-cell: ଲେଫ୍ରିପଡ଼ା: [575, 880, 635, 909]
table-cell: ୯୪୩୭୨୬୪୩୨୦: [635, 880, 748, 909]
subarnapur-sign: Sd/- Collector, Subarnapur: [1008, 462, 1128, 474]
occ-logo-icon: [1147, 313, 1183, 349]
table-cell: କୋଇଡ଼ା: [575, 835, 635, 851]
kendu-body: Sealed tender offers are invited for purchase of about 7500 sharpening equipments (Flat File) made out of hardened high carbon steel (locally called as 'RETI') of following specifications.: [390, 1172, 750, 1213]
optcl-ad: [1140, 55, 1492, 303]
occ-ad: [1140, 308, 1492, 522]
subarnapur-title: DISTRICT OFFICE, SUBARNAPUR: [820, 307, 1080, 324]
document-item: ୬. Income Tax Clearance କିମ୍ବା ତତ୍ Assessment Yearର IT Returnର ନକଲ ଦାଖଲ କରିବେ ।: [16, 2117, 354, 2145]
table-cell: ୧: [203, 729, 260, 745]
table-cell: ରାଜଗାଙ୍ଗପୁର: [575, 938, 635, 967]
eproc-gov: Government of Odisha: [1235, 931, 1397, 948]
rate-value: ୪%: [1371, 836, 1388, 848]
symptoms-title: ମାନସିକ ରୋଗର ଲକ୍ଷଣ: [419, 1689, 591, 1711]
occ-address: Central Workshop, Rasulgarh, Bhubaneswar - 751010: [1216, 354, 1458, 365]
bargarh-ad: [8, 1040, 376, 1410]
sunabeda-field-row: [772, 647, 1128, 662]
tahasildar-docs-title: ଦାଖଲ କରିବାକୁ ଥିବା ଦଲିଲ ଓ କାଗଜାତ: [98, 1922, 286, 1936]
rate-value: ୨%: [1372, 850, 1388, 862]
table-cell: କୁତ୍ରାପଲି ସରକାରୀ ଉଚ୍ଚ ପ୍ରାଥମିକ ବିଦ୍ୟାଳୟ: [259, 880, 405, 909]
radhakrishna-body: ଦାମନଯୋଡ଼ି,୧୯।୩(ନି.ପ୍ର)- କୋରାପୁଟ ଜିଲ୍ଲା ପୁରୁଣା କୋରାପୁଟ ସ୍ଥିତ ରାମମନ୍ଦିରଠାରେ ଶ୍ରୀରାଧାକୃଷ୍ଣଙ୍କ ପ୍ରତିମାକୁ ବିମାନରେ ନଗର ପରିକ୍ରମା କରାଯାଇଥିଲା । ଶ୍ରୀକୃଷ୍ଣଙ୍କ ଶୋଭାଯାତ୍ରା ନିମନ୍ତେ ରାଧାକୃଷ୍ଣଙ୍କୁ ଶନିବାର ସକାଳେ ସୁସଜ୍ଜିତ ବିମାନରେ ବିରାଜମାନ କରାଯାଇ ନଗର ପରିକ୍ରମା କରାଯାଇଥିଲା । ପ୍ରଭୁଙ୍କର ନଗର ପରିକ୍ରମା ଦେଖିବା ପାଇଁ ଶ୍ରଦ୍ଧାଳୁଙ୍କ ପ୍ରବଳ ଭିଡ଼ ଲାଗିଥିଲା । ମନ୍ଦିର ପରିଚାଳନା କମିଟି ପକ୍ଷରୁ ଶୋଭାଯାତ୍ରାରେ କୀର୍ତ୍ତନ, ଘଣ୍ଟ, ବାଜା, ଆତସବାଜି ଆଦିର ବ୍ୟବସ୍ଥା କରାଯାଇଥିଲା । ଏହି ଉତ୍ସବକୁ ନେଇ ଆଗାମୀ ୨୦ ତାରିଖରେ ମହାପ୍ରସାଦ ସେବନ ଓ ସାଂସ୍କୃତିକ କାର୍ଯ୍ୟକ୍ରମ ଆୟୋଜନ କରାଯିବ ବୋଲି କମିଟି ପକ୍ଷରୁ ସୂଚନା ଦିଆଯାଇଛି । ଏଥିରେ ଗ୍ରାମର ବହୁ ଭକ୍ତ ଯୋଗଦେଇ ପୂଜା ଅର୍ଚ୍ଚନା କରିଥିଲେ । ଶୋଭାଯାତ୍ରା ମାଳିଗୁଡ଼ା, ରାଜବଜାର, ବଡ଼ବଜାର ଆଦି ଅଞ୍ଚଳ ପରିକ୍ରମା କରିଥିଲା । ଏହି କାର୍ଯ୍ୟକ୍ରମରେ କମିଟି ସଭାପତି, ସମ୍ପାଦକ, ସଦସ୍ୟ ଓ ଅନ୍ୟାନ୍ୟ ଭକ୍ତ ଉପସ୍ଥିତ ରହି ସହଯୋଗ କରିଥିଲେ ।: [8, 373, 186, 707]
table-cell: ୧୦: [203, 938, 260, 967]
table-cell: ୯୪୩୮୪୭୧୯୫୧: [635, 909, 748, 938]
field-label: Bid Security: [772, 632, 837, 646]
symptom-item: • ମାତ୍ରାଧିକ ଉତ୍ତେଜିତ ହେବା ଓ ମୌନ ରହିବା: [413, 1877, 681, 1895]
eproc-item: [1148, 1248, 1484, 1300]
field-label: Available Period: [772, 647, 859, 661]
eproc-item-label: 1. Name of Works: [1148, 986, 1232, 998]
dhenkanal-no: ବିଜ୍ଞାପନ ସଂଖ୍ୟା: ୩୭୨: [772, 916, 858, 927]
nhm-text: NATIONAL HEALTH MISSION: [1421, 1575, 1489, 1592]
tahasildar-date: ତାରିଖ: ୧୦।୦୩।୨୦୧୬: [278, 1452, 368, 1463]
sunabeda-sign: Sd/.- Executive Officer, Sunabeda Municipality: [886, 737, 1128, 749]
table-cell: ୩: [203, 761, 260, 790]
ssa-table-header: ଷଷ୍ଠ ଶ୍ରେଣୀରେ ନାମଲେଖା ପାଇଁ ଖାଲିଥିବା ସିଟ ସଂଖ୍ୟା: [405, 700, 575, 729]
mental-intro-text: ଆମ ରାଜ୍ୟରେ ବର୍ଷକୁ ପ୍ରାୟ ୫ ରୁ ୬ ହଜାର ମାନସିକ ରୋଗୀ ଚିହ୍ନଟ ହୋଇଥାନ୍ତି । ତନ୍ମଧ୍ୟରୁ ଶତକଡ଼ା ୫୦ ରୁ ୮୦ ଭାଗ ରୋଗୀ ଆମ ରାଜ୍ୟରେ ବିଲମ୍ବରେ ଚିହ୍ନଟ ହୋଇଥାନ୍ତି । ଆପଣଙ୍କ କିମ୍ବା ଆପଣଙ୍କ ଅଂଚଳରେ ପରିବାରରେ ନିମ୍ନଲିଖିତ ଲକ୍ଷଣ ପରିଲକ୍ଷିତ ହେଲେ ନିକଟସ୍ଥ ସ୍ୱାସ୍ଥ୍ୟକେନ୍ଦ୍ର ସହ ପରାମର୍ଶ କରନ୍ତୁ ।: [401, 1632, 1415, 1670]
table-cell: ଲିଆଟାଣ୍ଡ NGUPS: [259, 729, 405, 745]
optcl-address: At: Ferrochrome Road, P.O.- F.C. Project, Dist.- Jajpur, PIN- 755019 (Odisha): [1163, 132, 1469, 142]
optcl-office: OFFICE OF THE GM (ELECT.) E.H.T. (O&M) CIRCLE, JAJPUR ROAD: [1208, 108, 1466, 132]
optcl-phone: PHONE / FAX NO.: 06726-220965 (Off), E-mail: ehtm.cle.jjp@optcl.co.in: [1173, 142, 1459, 152]
symptom-list: [413, 1716, 919, 1987]
table-row: [203, 745, 748, 761]
page-number: ୧୧: [1426, 5, 1456, 38]
kendu-sign: Sd/.- Assistant Chief Conservator of Forests (Kendu Leaves), Odisha: [390, 1349, 750, 1361]
kendu-title: OFFICE OF THE PRINCIPAL CHIEF CONSERVATOR OF FORESTS KENDU LEAVES, ODISHA, BHUBANESWAR: [390, 1046, 743, 1096]
eproc-item-label: 4. Date & Time of availability: [1148, 1112, 1230, 1137]
table-cell: ୯୪୩୭୮୫୩୭୭୭: [635, 938, 748, 967]
table-cell: ପୁରୁଣାପାଣି ଉଚ୍ଚ ପ୍ରାଥମିକ ବିଦ୍ୟାଳୟ: [259, 745, 405, 761]
symptom-item: • ଗୋଟିଏ କଥାକୁ ବାରମ୍ବାର ଚିନ୍ତା କରିବା: [413, 1900, 660, 1918]
eproc-item: [1148, 1303, 1484, 1342]
prevention-item: ★ କୌଣସି ପ୍ରକାର ତମାଖୁ ସେବନରୁ ନିବୃତ୍ତ ରହିବା: [957, 1746, 1255, 1764]
ssa-title2: ସର୍ବଶିକ୍ଷା ଅଭିଯାନ, ସୁନ୍ଦରଗଡ଼: [202, 341, 493, 371]
mental-headline: ମାନସିକ ରୋଗ ସମ୍ପର୍କରେ ଜାଣିବା କଥା: [655, 1564, 1225, 1608]
mental-intro: [391, 1625, 1483, 1679]
table-cell: ଗୁରୁଣ୍ଡିଆ: [575, 745, 635, 761]
ssa-ad: [192, 302, 758, 1034]
sunabeda-field-row: [772, 632, 1128, 647]
main-story-col1: ଖଇରପୁଟ,୧୯।୩(ନି.ପ୍ର)- ମାଲକାନଗିରି ଜିଲ୍ଲା ଖଇରପୁଟ ବ୍ଲକ କାର୍ଯ୍ୟାଳୟ ସମ୍ମୁଖରେ ଶନିବାର ବିଡିଓ ଜଗଦୀଶ ପାଢ଼ୀଙ୍କ ଅଧ୍ୟକ୍ଷତାରେ ଇନ୍ଦିରା ଆବାସ ଓ ବିଜୁ ପକ୍କାଘର ସମୀକ୍ଷା ବୈଠକ ଅନୁଷ୍ଠିତ ହୋଇଯାଇଛି । ବ୍ଲକ ଅଧୀନ ୨୦୧୫-୧୬ ଆର୍ଥିକ ବର୍ଷ, ଗୋବିନ୍ଦପାଲି, ଅଲ୍ଲୁରାଲ, ବଡ଼ଦୁରାଲ, ମାଟାପାଦରା, ବଡ଼ପଦର, ମୁଦୁଲିପଡ଼ା, ରାଜକୋଟ ଆଦି ପଞ୍ଚାୟତରେ: [8, 109, 186, 233]
sunabeda-bid: Bid Identification No. M.C.-SBD-08/2015-16: [828, 588, 1072, 602]
masthead: [8, 5, 1492, 47]
eproc-no: No.: 1589-A: [1441, 929, 1484, 938]
field-value: : 06 Nos.: [912, 602, 961, 616]
eproc-item: [1148, 986, 1484, 1064]
table-row: [203, 729, 748, 745]
sunabeda-fields: [772, 602, 1128, 692]
ssa-logo-icon: ✎: [660, 306, 686, 341]
sunabeda-field-row: [772, 662, 1128, 677]
field-label: Tender Opening Date: [772, 677, 887, 691]
field-value: : Rs.1,20,896/- to Rs.8,65,779/-: [912, 617, 1080, 631]
field-value: : 5th April 2016 at 11.00 A.M.: [912, 677, 1066, 691]
kendu-body2: Interested bidders are requested to submit their bids by 28.03.2016, upto 1.00 P.M. The bids will be opened at 4.00 P.M. of the same day. Bids shall be accompanied with an EMD of Rs.20000/- in shape of Bank Draft drawn in favour of Asst. Chief Conservator of Forests (KL), Odisha, Bhubaneswar. Sample can be inspected in this office on any working day between 11.00 A.M. to 5.00 P.M.: [390, 1259, 750, 1344]
table-cell: ୮: [203, 880, 260, 909]
ssa-sign: ସ୍ୱା/- ଜିଲ୍ଲା ପ୍ରକଳ୍ପ ସଂଯୋଜକ, ସର୍ବଶିକ୍ଷା ଅଭିଯାନ, ସୁନ୍ଦରଗଡ଼: [494, 973, 748, 984]
table-cell: ୮୩୩୮୪୭୭୬୭୯: [635, 729, 748, 745]
main-story-col3: ଫର୍ଲେଷ୍ଟ ଏଣ୍ଟେରପ୍ରାଇଜେସ୍ କର୍ଯିବା ପାଇଁ ବିଭାଗୀୟ ଅଧିକାରୀ ଏକାଠି ହୋଇଥିଲେ । କାର୍ଯ୍ୟ ସମ୍ପୂର୍ଣ୍ଣ ନହେଲେ ଦଣ୍ଡ ଦିଆଯିବ ବୋଲି ଜଣାଇଦିଆଯାଇଛି । ୧୫୦ ଟଙ୍କା ଅର୍ଥ ଛାଡ଼ କରାଯାଇଥିବା ବେଳେ ଜିଲ୍ଲାପାଳ ଓ ଜେଲାପାଳଙ୍କ ନିର୍ଦ୍ଦେଶ ଅନୁଯାୟୀ ୨୫ଟି ଘର ବିଲ ପାଇ ନାହିଁ । ପ୍ରତି ଗ୍ରାମପଞ୍ଚାୟତରେ ସମୀକ୍ଷା କରିବା ପରେ ଜେଲାପାଳ ଓ ବିଡିଓ ବିଭାଗୀୟ ସଦସ୍ୟଙ୍କ ସହ ଆଲୋଚନା କରିଥିଲେ । ଉକ୍ତ ବୈଠକରେ ଅଧିକାରୀ ଓ ପଞ୍ଚାୟତ ପ୍ରତିନିଧି ଉପସ୍ଥିତ ଥିଲେ ।: [764, 109, 1136, 177]
optcl-title: TENDER CALL NOTICE NO.- 13/15-16: [1209, 175, 1423, 189]
mental-note2: ପ୍ରତ୍ୟେକ ଜିଲ୍ଲା ସଦର ମହକୁମା ଡ଼ାକ୍ତରଖାନା ମାନଙ୍କରେ ଉପଲବ୍ଧ ଅଟେ ।: [717, 2215, 1173, 2233]
eproc-sign1: PD cum Chief Engineer & Basin Manager: [1279, 1345, 1484, 1357]
table-row: [203, 851, 748, 880]
table-cell: କେ.ବାଲାଂ ଉଚ୍ଚ ପ୍ରାଥମିକ ବିଦ୍ୟାଳୟ: [259, 835, 405, 851]
tahasildar-sub: ଲଘୁ ଖଣିଜ ଦ୍ରବ୍ୟର ଲିଜ୍ ସକାଶେ ଇସ୍ତାହାର: [86, 1467, 298, 1481]
eproc-item: [1148, 1219, 1484, 1245]
jatani-rates-title: ଧାର୍ଯ୍ୟ ଫିଜରର ବିବରଣୀ: [1188, 793, 1293, 806]
jatani-title: ଜଟଣୀ ପୌର ପରିଷଦ, ଜଟଣୀ: [1191, 536, 1441, 561]
occ-date: Dt.19.03.2016: [1424, 383, 1485, 394]
optcl-org: ODISHA POWER TRANSMISSION CORPORATION LIMITED: [1189, 60, 1484, 88]
dhenkanal-ad: [764, 863, 1136, 1433]
prevent-list: [957, 1746, 1475, 1914]
ssa-table-header: କ୍ରମିକ ସଂଖ୍ୟା: [203, 700, 260, 729]
rate-row: [1188, 821, 1388, 835]
table-cell: ଜୋଲୁଙ୍ଗା ସରକାରୀ ଉଚ୍ଚ ପ୍ରାଥମିକ ବିଦ୍ୟାଳୟ: [259, 938, 405, 967]
eproc-item-value: : Er. G.R. Mohanty, PD cum CE & BM, BLB, Sukinda, At- Jamuposi, P.O.- Ampoloba, Dist.- Jajpur, Odisha, PIN- 755018, E-mail: cebmblb@gmail.com: [1266, 1248, 1479, 1299]
dhenkanal-date: ତାରିଖ: ୧୮।୦୩।୨୦୧୬: [1040, 916, 1128, 927]
optcl-date: Date: 18.3.2016: [1420, 165, 1485, 175]
ssa-title1: ଜିଲ୍ଲା ପ୍ରକଳ୍ପ କାର୍ଯ୍ୟାଳୟ,: [202, 309, 504, 339]
